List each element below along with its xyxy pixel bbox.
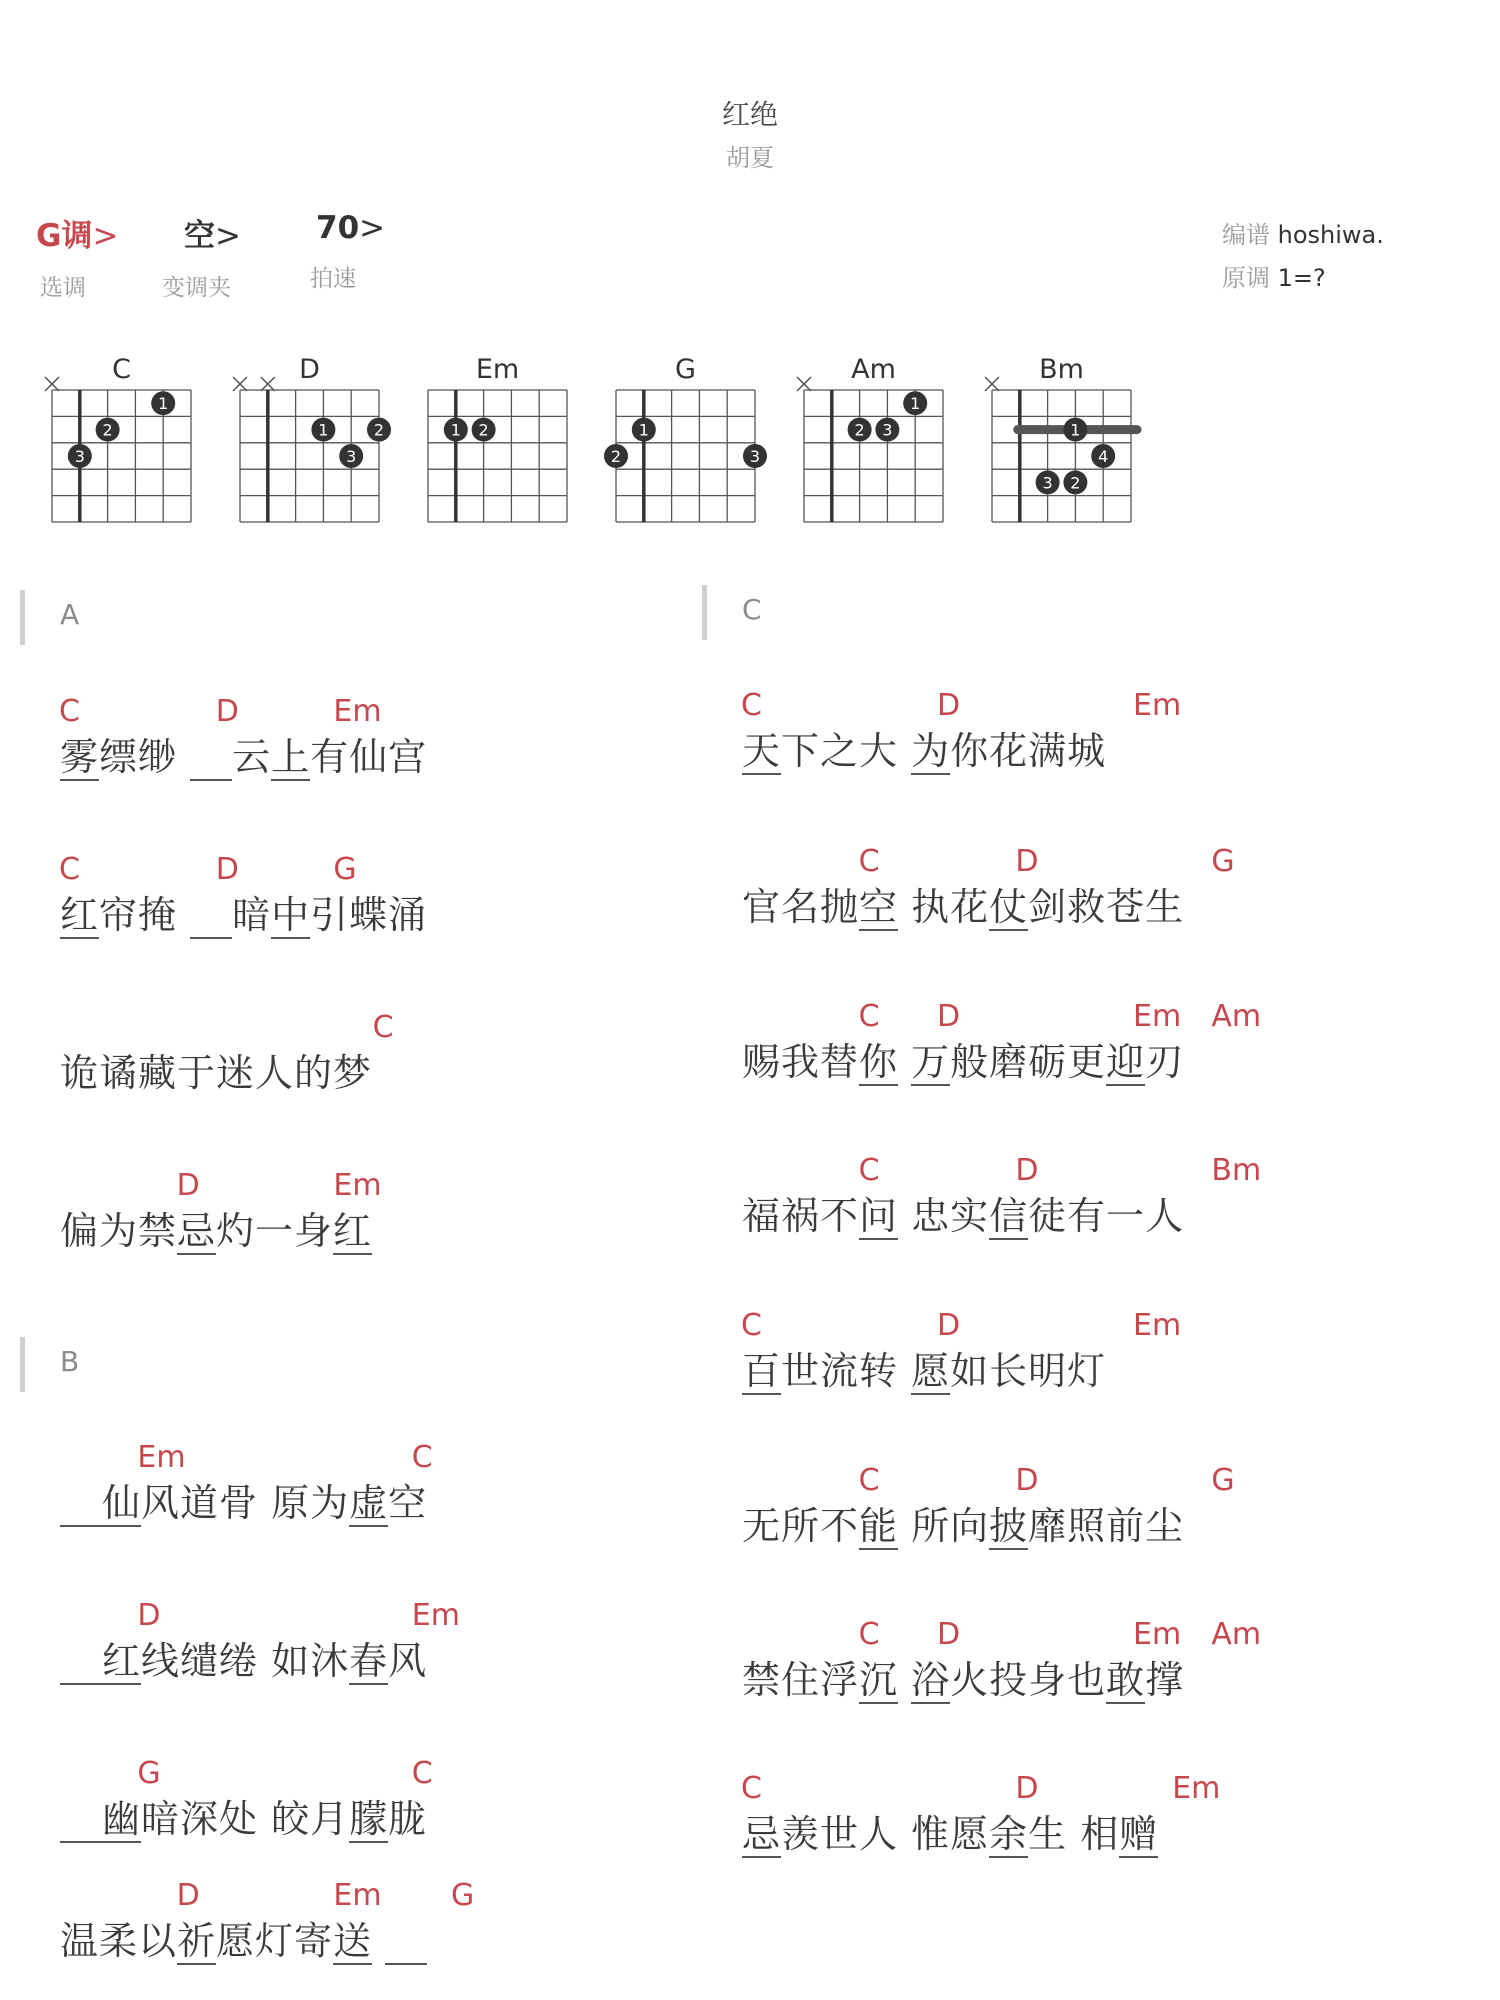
lyric-line <box>60 1440 760 1530</box>
chord-anchor: 雾 <box>60 735 100 779</box>
chord-label: C <box>858 844 880 879</box>
chord-label: G <box>451 1878 475 1913</box>
chord-anchor: 浴 <box>911 1658 951 1702</box>
finger-number: 2 <box>610 447 622 466</box>
chord-label: C <box>858 1153 880 1188</box>
chord-anchor: 万 <box>911 1040 951 1084</box>
song-artist: 胡夏 <box>726 144 774 172</box>
chord-label: D <box>1015 1771 1039 1806</box>
chord-diagram-name: C <box>112 354 131 385</box>
lyric-text: 无所不能 所向披靡照前尘 <box>742 1504 1185 1548</box>
lyric-line <box>60 1756 760 1846</box>
finger-number: 3 <box>346 447 357 466</box>
lyric-text: 红线缱绻 如沐春风 <box>60 1630 427 1685</box>
chord-anchor: 仗 <box>989 885 1029 929</box>
finger-number: 1 <box>1070 420 1081 440</box>
chord-anchor: 能 <box>859 1504 899 1548</box>
capo-label: 变调夹 <box>162 275 231 301</box>
chord-label: Em <box>137 1440 186 1475</box>
lyric-line <box>60 1598 760 1688</box>
lyric-line <box>742 688 1442 778</box>
chord-label: D <box>937 1617 961 1652</box>
section-label: A <box>60 598 80 631</box>
chord-label: Em <box>1133 1308 1182 1343</box>
chord-label: C <box>59 852 80 887</box>
chord-label: D <box>1015 1463 1039 1498</box>
chord-label: G <box>1211 844 1235 879</box>
chord-anchor: 红 <box>102 1639 142 1683</box>
chevron-right-icon: > <box>215 218 241 254</box>
lyric-text: 赐我替你 万般磨砺更迎刃 <box>742 1040 1185 1084</box>
chord-anchor: 你 <box>859 1040 899 1084</box>
chord-label: Em <box>1133 999 1182 1034</box>
chord-anchor: 红 <box>333 1209 373 1253</box>
blank-slot <box>190 745 232 781</box>
key-label: 选调 <box>40 275 86 301</box>
tempo-label: 拍速 <box>310 266 356 292</box>
lyric-text: 官名抛空 执花仗剑救苍生 <box>742 885 1185 929</box>
chord-diagram-bm <box>977 350 1147 530</box>
chord-diagram-am <box>789 350 959 530</box>
chord-anchor: 百 <box>742 1349 782 1393</box>
chord-anchor: 春 <box>349 1639 389 1683</box>
finger-number: 3 <box>749 447 761 466</box>
lyric-line <box>742 1463 1442 1553</box>
chord-label: D <box>215 852 239 887</box>
chord-anchor: 余 <box>989 1812 1029 1856</box>
capo-value: 空 <box>184 218 215 254</box>
arranger-label: 编谱 <box>1222 221 1270 249</box>
finger-number: 3 <box>74 447 85 466</box>
chord-label: C <box>858 1617 880 1652</box>
song-title: 红绝 <box>721 98 778 131</box>
chord-label: Em <box>333 1878 382 1913</box>
finger-number: 3 <box>1042 473 1053 493</box>
section-marker <box>702 585 707 640</box>
blank-slot <box>385 1929 427 1965</box>
chord-label: Em <box>1172 1771 1221 1806</box>
lyric-line <box>742 1153 1442 1243</box>
blank-slot <box>60 1807 102 1843</box>
finger-number: 3 <box>882 420 893 440</box>
chord-label: D <box>1015 844 1039 879</box>
chord-anchor: 赠 <box>1119 1812 1159 1856</box>
chord-anchor: 红 <box>60 893 100 937</box>
chord-anchor: 迎 <box>1106 1040 1146 1084</box>
chord-anchor: 幽 <box>102 1797 142 1841</box>
chord-label: Em <box>1133 1617 1182 1652</box>
chord-anchor: 披 <box>989 1504 1029 1548</box>
chord-label: G <box>1211 1463 1235 1498</box>
lyric-text: 百世流转 愿如长明灯 <box>742 1349 1107 1393</box>
chord-anchor: 问 <box>859 1194 899 1238</box>
original-key-value: 1=? <box>1277 264 1326 292</box>
lyric-text: 温柔以祈愿灯寄送 <box>60 1910 427 1965</box>
finger-number: 4 <box>1098 447 1109 466</box>
chord-label: Em <box>411 1598 460 1633</box>
arranger-info <box>1222 215 1384 250</box>
chord-label: D <box>137 1598 161 1633</box>
lyric-line <box>742 844 1442 934</box>
section-label: C <box>742 593 762 626</box>
chord-anchor: 忌 <box>177 1209 217 1253</box>
chord-anchor: 仙 <box>102 1481 142 1525</box>
lyric-line <box>60 1878 760 1968</box>
chord-diagram-name: G <box>675 354 696 385</box>
chord-anchor: 天 <box>742 729 782 773</box>
chord-label: C <box>741 688 762 723</box>
lyric-text: 红帘掩 暗中引蝶涌 <box>60 893 428 937</box>
chord-label: D <box>176 1878 200 1913</box>
tempo-control[interactable] <box>310 210 385 293</box>
chord-label: Am <box>1211 1617 1262 1652</box>
chord-diagram-d <box>225 350 395 530</box>
chord-label: G <box>137 1756 161 1791</box>
lyric-text: 偏为禁忌灼一身红 <box>60 1209 373 1253</box>
original-key-label: 原调 <box>1222 264 1270 292</box>
chord-label: Bm <box>1211 1153 1262 1188</box>
lyric-line <box>742 1308 1442 1398</box>
blank-slot <box>60 1491 102 1527</box>
original-key-info <box>1222 258 1326 293</box>
chord-anchor: 朦 <box>349 1797 389 1841</box>
lyric-line <box>742 1617 1442 1707</box>
chord-label: D <box>937 1308 961 1343</box>
lyric-line <box>60 1168 760 1258</box>
finger-number: 1 <box>158 394 169 414</box>
chord-label: Em <box>333 1168 382 1203</box>
chord-label: C <box>372 1010 394 1045</box>
lyric-line <box>60 852 760 942</box>
section-marker <box>20 1337 25 1392</box>
finger-number: 1 <box>910 394 921 414</box>
lyric-line <box>742 1771 1442 1861</box>
chord-diagram-g <box>601 350 771 530</box>
chord-label: G <box>333 852 357 887</box>
chord-label: Em <box>333 694 382 729</box>
chord-anchor: 沉 <box>859 1658 899 1702</box>
chord-label: C <box>411 1440 433 1475</box>
chord-label: C <box>411 1756 433 1791</box>
chord-diagram-name: D <box>299 354 320 385</box>
chord-anchor: 虚 <box>349 1481 389 1525</box>
lyric-text: 禁住浮沉 浴火投身也敢撑 <box>742 1658 1185 1702</box>
lyric-line <box>742 999 1442 1089</box>
chord-diagram-name: Bm <box>1039 354 1084 385</box>
chord-anchor: 祈 <box>177 1919 217 1963</box>
finger-number: 2 <box>478 420 489 440</box>
chord-label: C <box>741 1771 762 1806</box>
chord-anchor: 信 <box>989 1194 1029 1238</box>
lyric-text: 诡谲藏于迷人的梦 <box>60 1051 373 1095</box>
finger-number: 2 <box>373 420 385 440</box>
section-label: B <box>60 1345 80 1378</box>
finger-number: 1 <box>450 420 461 440</box>
lyric-line <box>60 1010 760 1100</box>
chord-label: D <box>937 688 961 723</box>
lyric-line <box>60 694 760 784</box>
chord-anchor: 空 <box>859 885 899 929</box>
chord-label: C <box>59 694 80 729</box>
chord-diagram-name: Em <box>475 354 520 385</box>
arranger-name: hoshiwa. <box>1277 221 1384 249</box>
chord-anchor: 送 <box>333 1919 373 1963</box>
chord-label: C <box>858 1463 880 1498</box>
chord-diagram-em <box>413 350 583 530</box>
blank-slot <box>190 903 232 939</box>
chord-label: Em <box>1133 688 1182 723</box>
blank-slot <box>60 1649 102 1685</box>
chord-anchor: 上 <box>271 735 311 779</box>
finger-number: 2 <box>102 420 113 440</box>
section-marker <box>20 590 25 645</box>
chord-label: C <box>858 999 880 1034</box>
lyric-text: 天下之大 为你花满城 <box>742 729 1107 773</box>
chord-diagram-c <box>37 350 207 530</box>
chord-label: C <box>741 1308 762 1343</box>
lyric-text: 忌羡世人 惟愿余生 相赠 <box>742 1812 1159 1856</box>
chevron-right-icon: > <box>92 218 119 254</box>
chord-anchor: 忌 <box>742 1812 782 1856</box>
chord-label: Am <box>1211 999 1262 1034</box>
chord-diagram-name: Am <box>851 354 896 385</box>
finger-number: 2 <box>854 420 865 440</box>
capo-control[interactable] <box>162 210 241 302</box>
tempo-value: 70 <box>316 210 360 246</box>
chord-anchor: 中 <box>271 893 311 937</box>
finger-number: 2 <box>1070 473 1081 493</box>
chord-label: D <box>215 694 239 729</box>
lyric-text: 仙风道骨 原为虚空 <box>60 1472 427 1527</box>
finger-number: 1 <box>638 420 649 440</box>
lyric-text: 雾缥缈 云上有仙宫 <box>60 735 428 779</box>
lyric-text: 福祸不问 忠实信徒有一人 <box>742 1194 1185 1238</box>
chord-anchor: 为 <box>911 729 951 773</box>
key-value: G调 <box>36 218 93 254</box>
chord-label: D <box>937 999 961 1034</box>
chord-label: D <box>1015 1153 1039 1188</box>
lyric-text: 幽暗深处 皎月朦胧 <box>60 1788 427 1843</box>
chord-anchor: 愿 <box>911 1349 951 1393</box>
key-control[interactable] <box>36 210 118 302</box>
chord-label: D <box>176 1168 200 1203</box>
chevron-right-icon: > <box>359 210 386 246</box>
finger-number: 1 <box>318 420 329 440</box>
chord-anchor: 敢 <box>1106 1658 1146 1702</box>
